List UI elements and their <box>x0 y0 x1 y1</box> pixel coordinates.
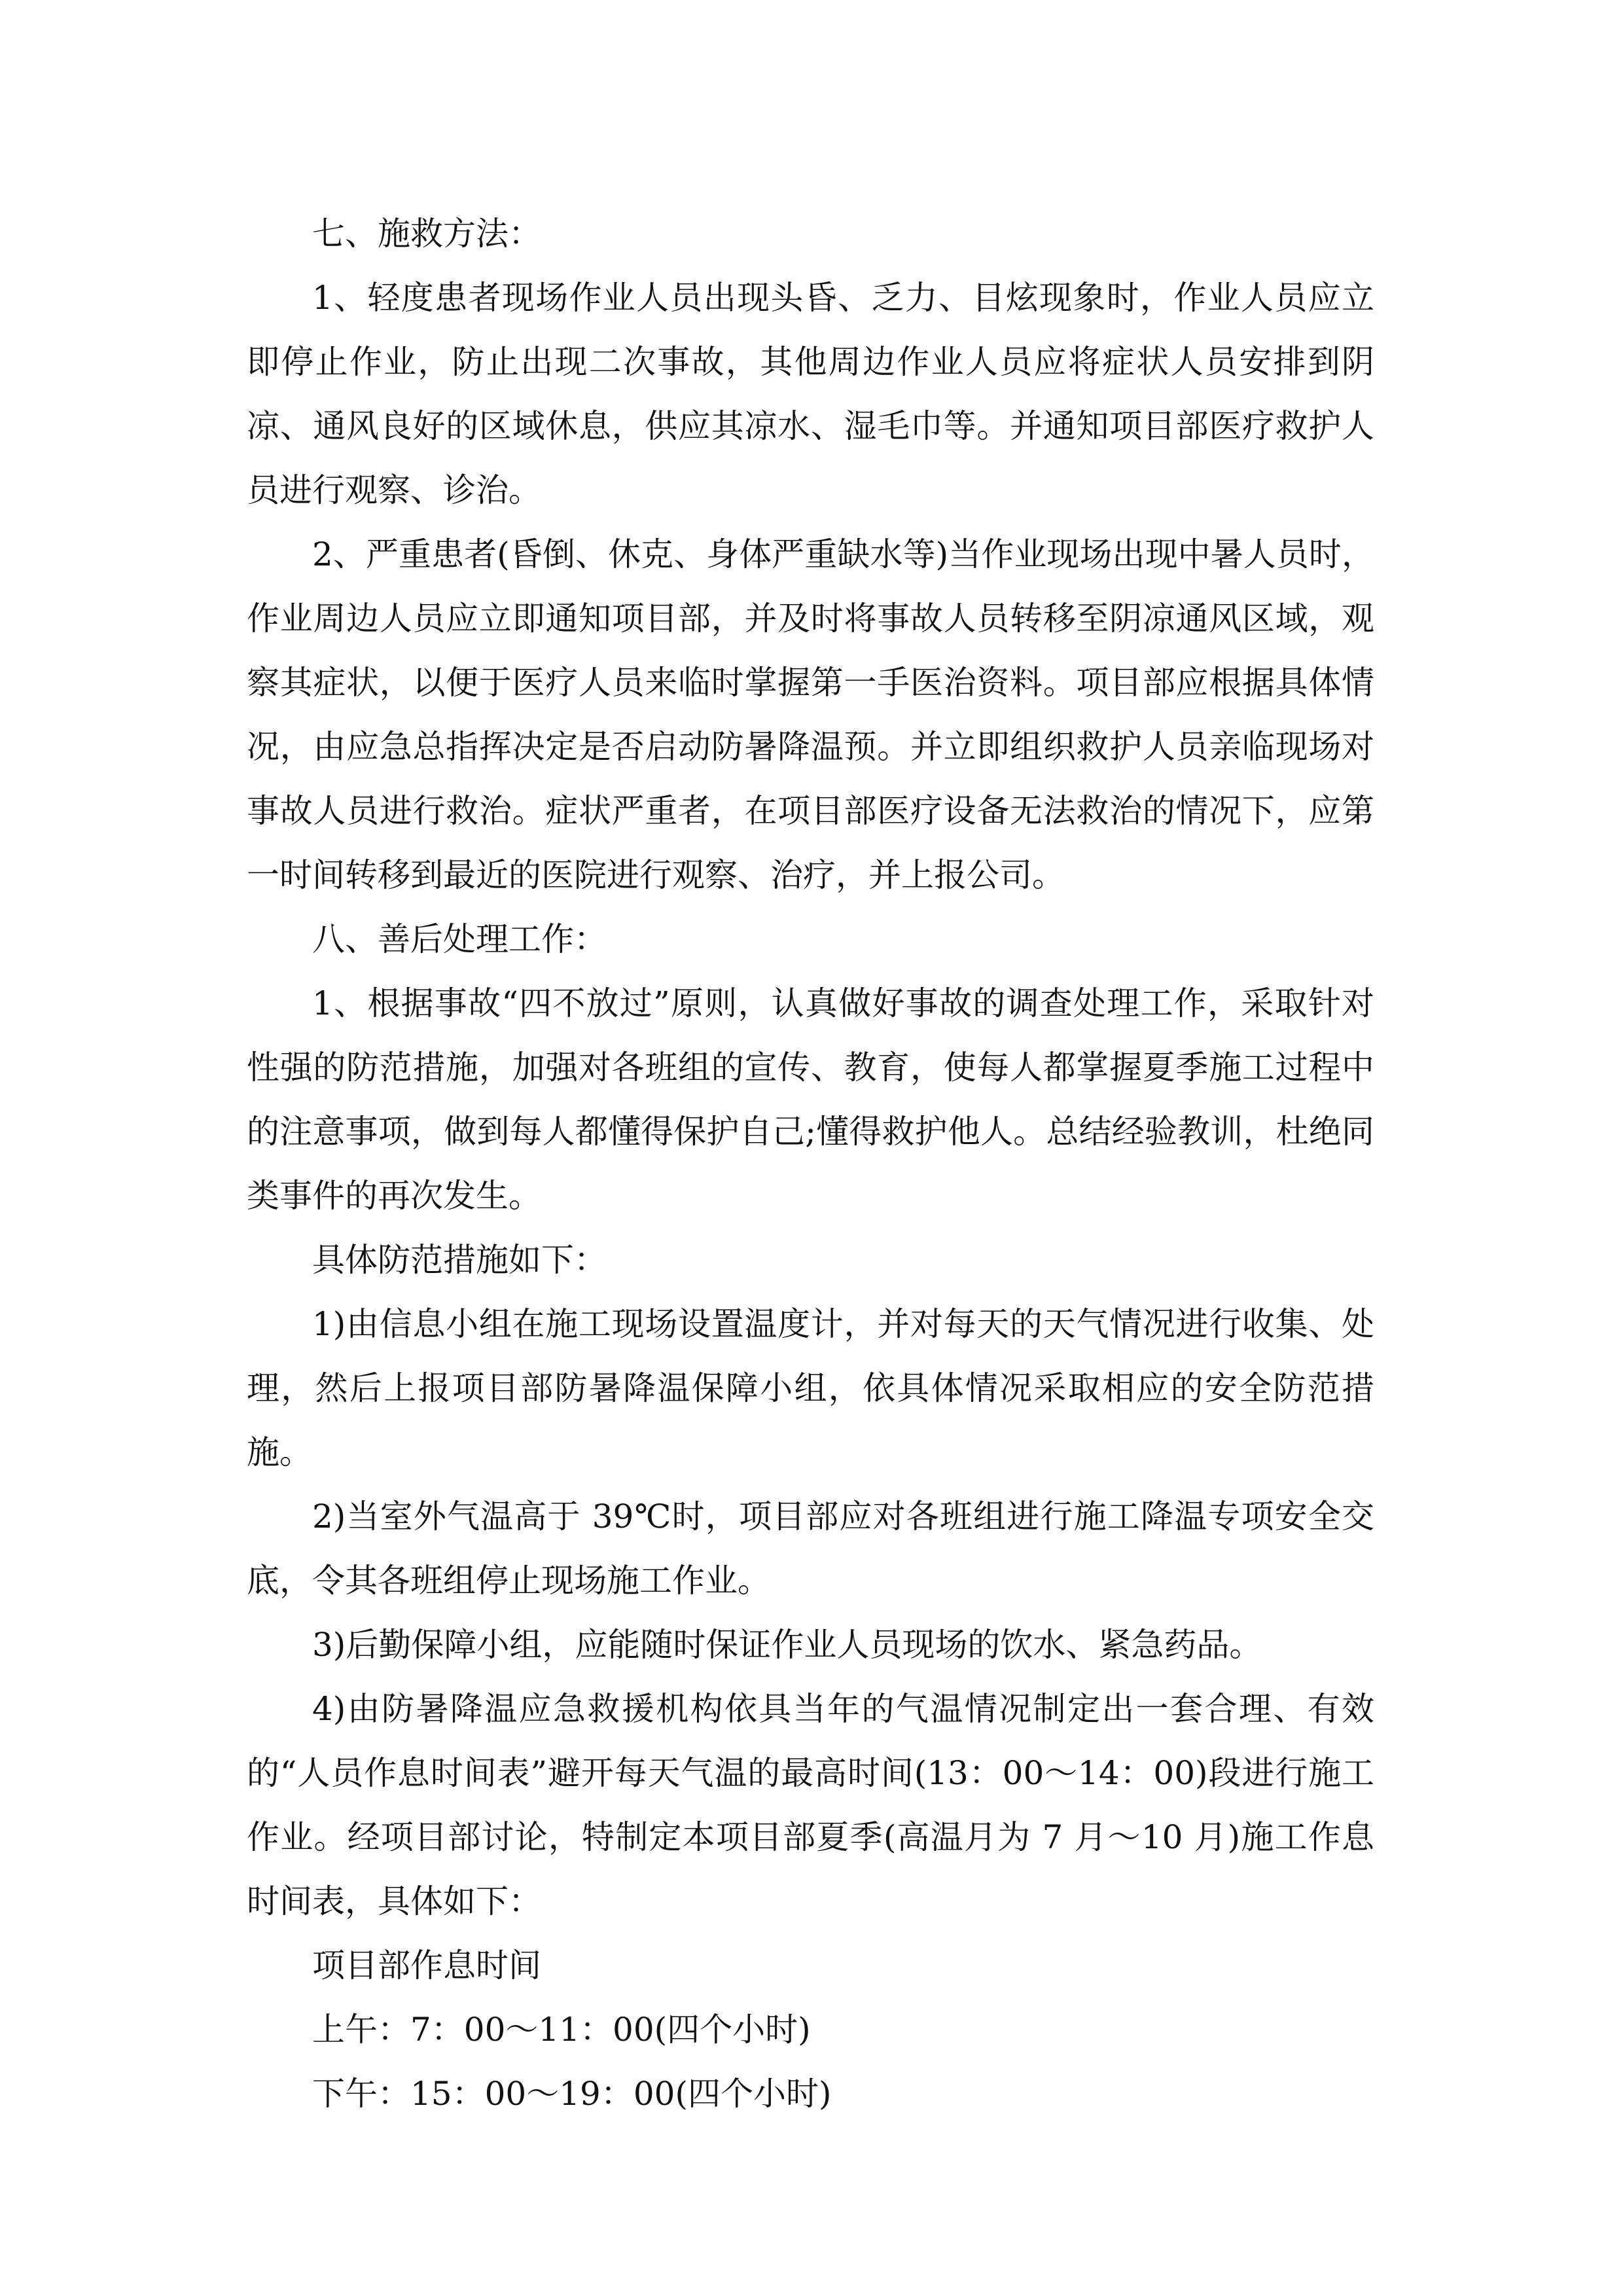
paragraph-measure-2: 2)当室外气温高于 39℃时，项目部应对各班组进行施工降温专项安全交底，令其各班组停止现场施工作业。 <box>247 1498 1374 1600</box>
section-heading-aftermath: 八、善后处理工作： <box>312 920 607 958</box>
section-heading-rescue-methods: 七、施救方法： <box>312 215 541 253</box>
document-body <box>247 202 1374 2126</box>
schedule-title: 项目部作息时间 <box>312 1946 541 1984</box>
paragraph-four-not-let-go: 1、根据事故“四不放过”原则，认真做好事故的调查处理工作，采取针对性强的防范措施，加强对各班组的宣传、教育，使每人都掌握夏季施工过程中的注意事项，做到每人都懂得保护自己;懂得救护他人。总结经验教训，杜绝同类事件的再次发生。 <box>247 984 1374 1215</box>
paragraph-mild-patients: 1、轻度患者现场作业人员出现头昏、乏力、目炫现象时，作业人员应立即停止作业，防止出现二次事故，其他周边作业人员应将症状人员安排到阴凉、通风良好的区域休息，供应其凉水、湿毛巾等。并通知项目部医疗救护人员进行观察、诊治。 <box>247 279 1374 509</box>
paragraph-severe-patients: 2、严重患者(昏倒、休克、身体严重缺水等)当作业现场出现中暑人员时，作业周边人员应立即通知项目部，并及时将事故人员转移至阴凉通风区域，观察其症状，以便于医疗人员来临时掌握第一手医治资料。项目部应根据具体情况，由应急总指挥决定是否启动防暑降温预。并立即组织救护人员亲临现场对事故人员进行救治。症状严重者，在项目部医疗设备无法救治的情况下，应第一时间转移到最近的医院进行观察、治疗，并上报公司。 <box>247 535 1374 894</box>
paragraph-measure-1: 1)由信息小组在施工现场设置温度计，并对每天的天气情况进行收集、处理，然后上报项目部防暑降温保障小组，依具体情况采取相应的安全防范措施。 <box>247 1305 1374 1471</box>
paragraph-measures-intro: 具体防范措施如下： <box>312 1241 607 1279</box>
schedule-morning: 上午：7：00～11：00(四个小时) <box>312 2011 811 2049</box>
paragraph-measure-4: 4)由防暑降温应急救援机构依具当年的气温情况制定出一套合理、有效的“人员作息时间表”避开每天气温的最高时间(13：00～14：00)段进行施工作业。经项目部讨论，特制定本项目部夏季(高温月为 7 月～10 月)施工作息时间表，具体如下： <box>247 1690 1374 1920</box>
schedule-afternoon: 下午：15：00～19：00(四个小时) <box>312 2075 832 2113</box>
paragraph-measure-3: 3)后勤保障小组，应能随时保证作业人员现场的饮水、紧急药品。 <box>312 1626 1262 1664</box>
